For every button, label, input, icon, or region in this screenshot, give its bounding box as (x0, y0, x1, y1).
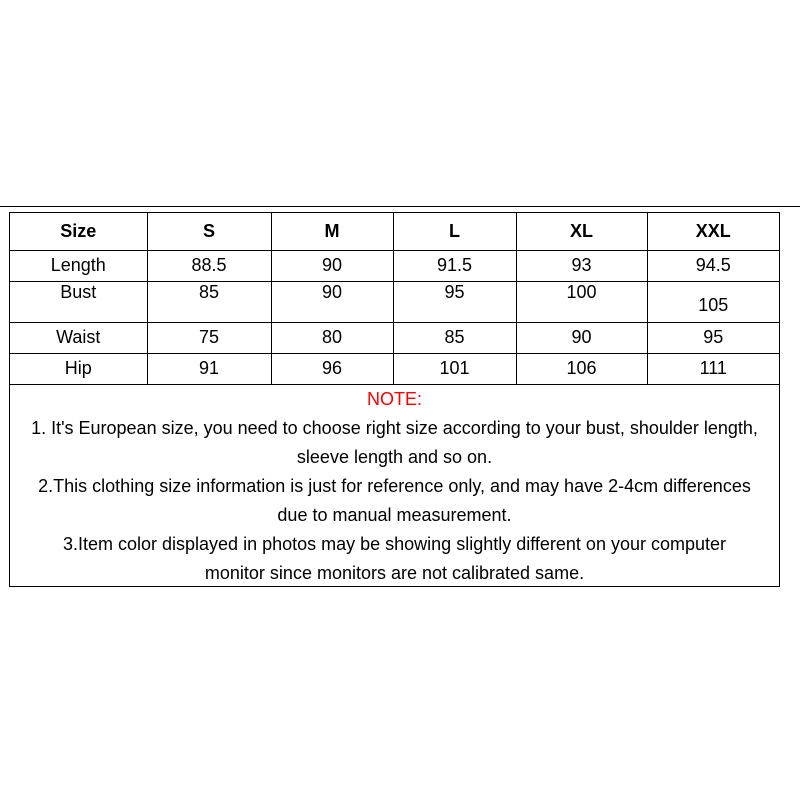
table-row-waist (10, 322, 779, 353)
row-label: Length (10, 250, 147, 281)
header-size: Size (10, 213, 147, 250)
table-cell: 100 (516, 281, 647, 322)
table-cell: 90 (271, 281, 393, 322)
table-header-row (10, 213, 779, 250)
header-m: M (271, 213, 393, 250)
row-label: Bust (10, 281, 147, 322)
header-xxl: XXL (647, 213, 779, 250)
table-cell: 93 (516, 250, 647, 281)
table-cell: 90 (516, 322, 647, 353)
note-line: monitor since monitors are not calibrated same. (204, 563, 585, 583)
table-cell: 75 (147, 322, 271, 353)
table-cell: 95 (647, 322, 779, 353)
size-chart (9, 212, 780, 587)
row-label: Hip (10, 353, 147, 384)
table-row-length (10, 250, 779, 281)
table-cell: 105 (647, 281, 779, 322)
note-line: 3.Item color displayed in photos may be showing slightly different on your computer (62, 534, 727, 554)
table-cell: 94.5 (647, 250, 779, 281)
table-cell: 80 (271, 322, 393, 353)
note-line: due to manual measurement. (277, 505, 512, 525)
header-s: S (147, 213, 271, 250)
table-cell: 106 (516, 353, 647, 384)
table-cell: 95 (393, 281, 516, 322)
header-l: L (393, 213, 516, 250)
table-cell: 96 (271, 353, 393, 384)
note-line: 1. It's European size, you need to choose right size according to your bust, shoulder length, (31, 418, 758, 438)
table-cell: 111 (647, 353, 779, 384)
table-cell: 101 (393, 353, 516, 384)
table-cell: 85 (147, 281, 271, 322)
header-xl: XL (516, 213, 647, 250)
notes-section (10, 385, 779, 588)
top-divider (0, 206, 800, 207)
table-cell: 90 (271, 250, 393, 281)
note-title: NOTE: (366, 389, 422, 409)
size-table (10, 213, 779, 385)
note-line: sleeve length and so on. (296, 447, 493, 467)
table-cell: 91 (147, 353, 271, 384)
table-cell: 91.5 (393, 250, 516, 281)
table-row-hip (10, 353, 779, 384)
table-cell: 88.5 (147, 250, 271, 281)
table-row-bust (10, 281, 779, 322)
table-cell: 85 (393, 322, 516, 353)
row-label: Waist (10, 322, 147, 353)
note-line: 2.This clothing size information is just for reference only, and may have 2-4cm differences (38, 476, 751, 496)
